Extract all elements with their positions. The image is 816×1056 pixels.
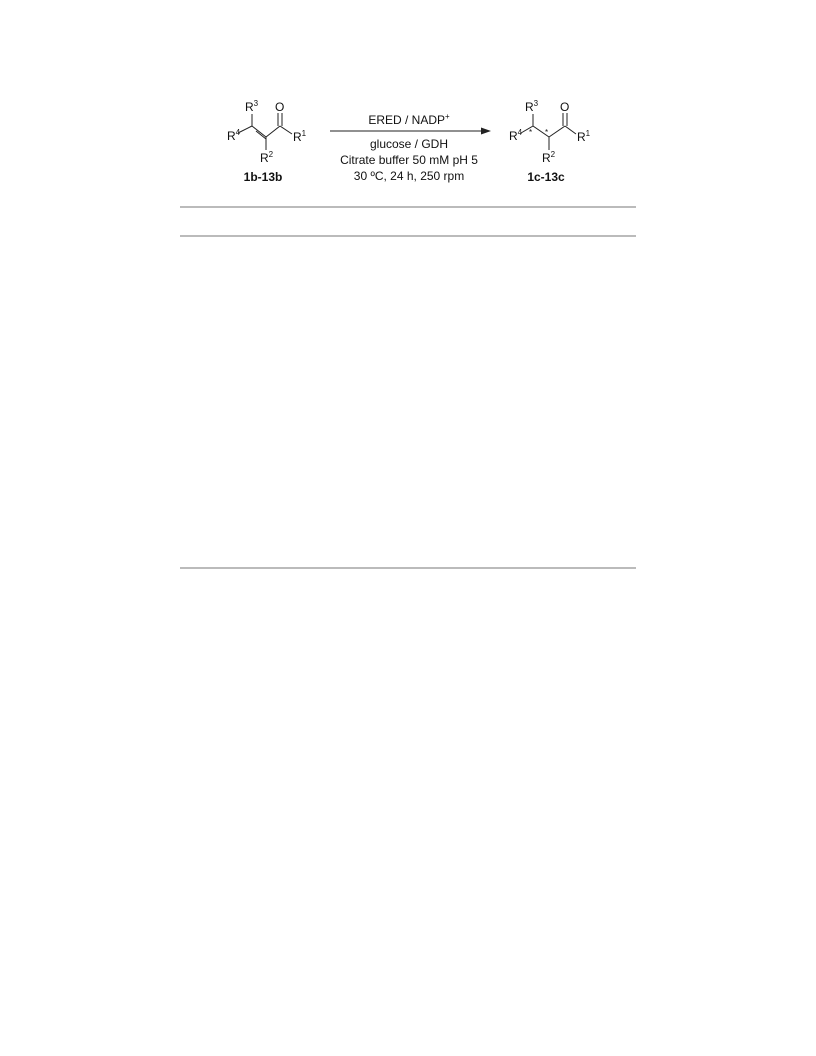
reactant-r3-label: $R^3$ <box>245 99 259 114</box>
reactant-oxygen-label: O <box>275 100 285 114</box>
reactant-r2-label: $R^2$ <box>260 150 274 165</box>
product-oxygen-label: O <box>560 100 570 114</box>
reactant-r4-label: $R^4$ <box>227 128 241 143</box>
reaction-arrow-group <box>330 112 491 183</box>
table-frame <box>180 207 636 568</box>
condition-line-2: Citrate buffer 50 mM pH 5 <box>340 153 478 167</box>
product-r2-label: $R^2$ <box>542 150 556 165</box>
condition-enzyme-cofactor: ERED / NADP+ <box>368 112 450 127</box>
bond-c3-c2-double <box>252 126 266 137</box>
product-r4-label: $R^4$ <box>509 128 523 143</box>
bond-c2-c1 <box>549 126 565 137</box>
reactant-compound-label: 1b-13b <box>243 170 283 184</box>
reactant-structure <box>227 99 307 184</box>
reaction-arrow-head <box>481 128 491 135</box>
product-r3-label: $R^3$ <box>525 99 539 114</box>
condition-line-3: 30 ºC, 24 h, 250 rpm <box>353 169 465 183</box>
product-compound-label: 1c-13c <box>527 170 565 184</box>
bond-c1-r1 <box>565 126 576 134</box>
product-structure <box>509 99 591 184</box>
bond-c3-c2-double-inner <box>256 131 266 139</box>
product-stereocenter-mark-c2: * <box>545 128 549 137</box>
product-r1-label: $R^1$ <box>577 129 591 144</box>
reactant-r1-label: $R^1$ <box>293 129 307 144</box>
product-stereocenter-mark-c3: * <box>529 128 533 137</box>
condition-line-1: glucose / GDH <box>369 137 449 151</box>
bond-c2-c1 <box>266 126 280 137</box>
bond-c1-r1 <box>280 126 292 134</box>
